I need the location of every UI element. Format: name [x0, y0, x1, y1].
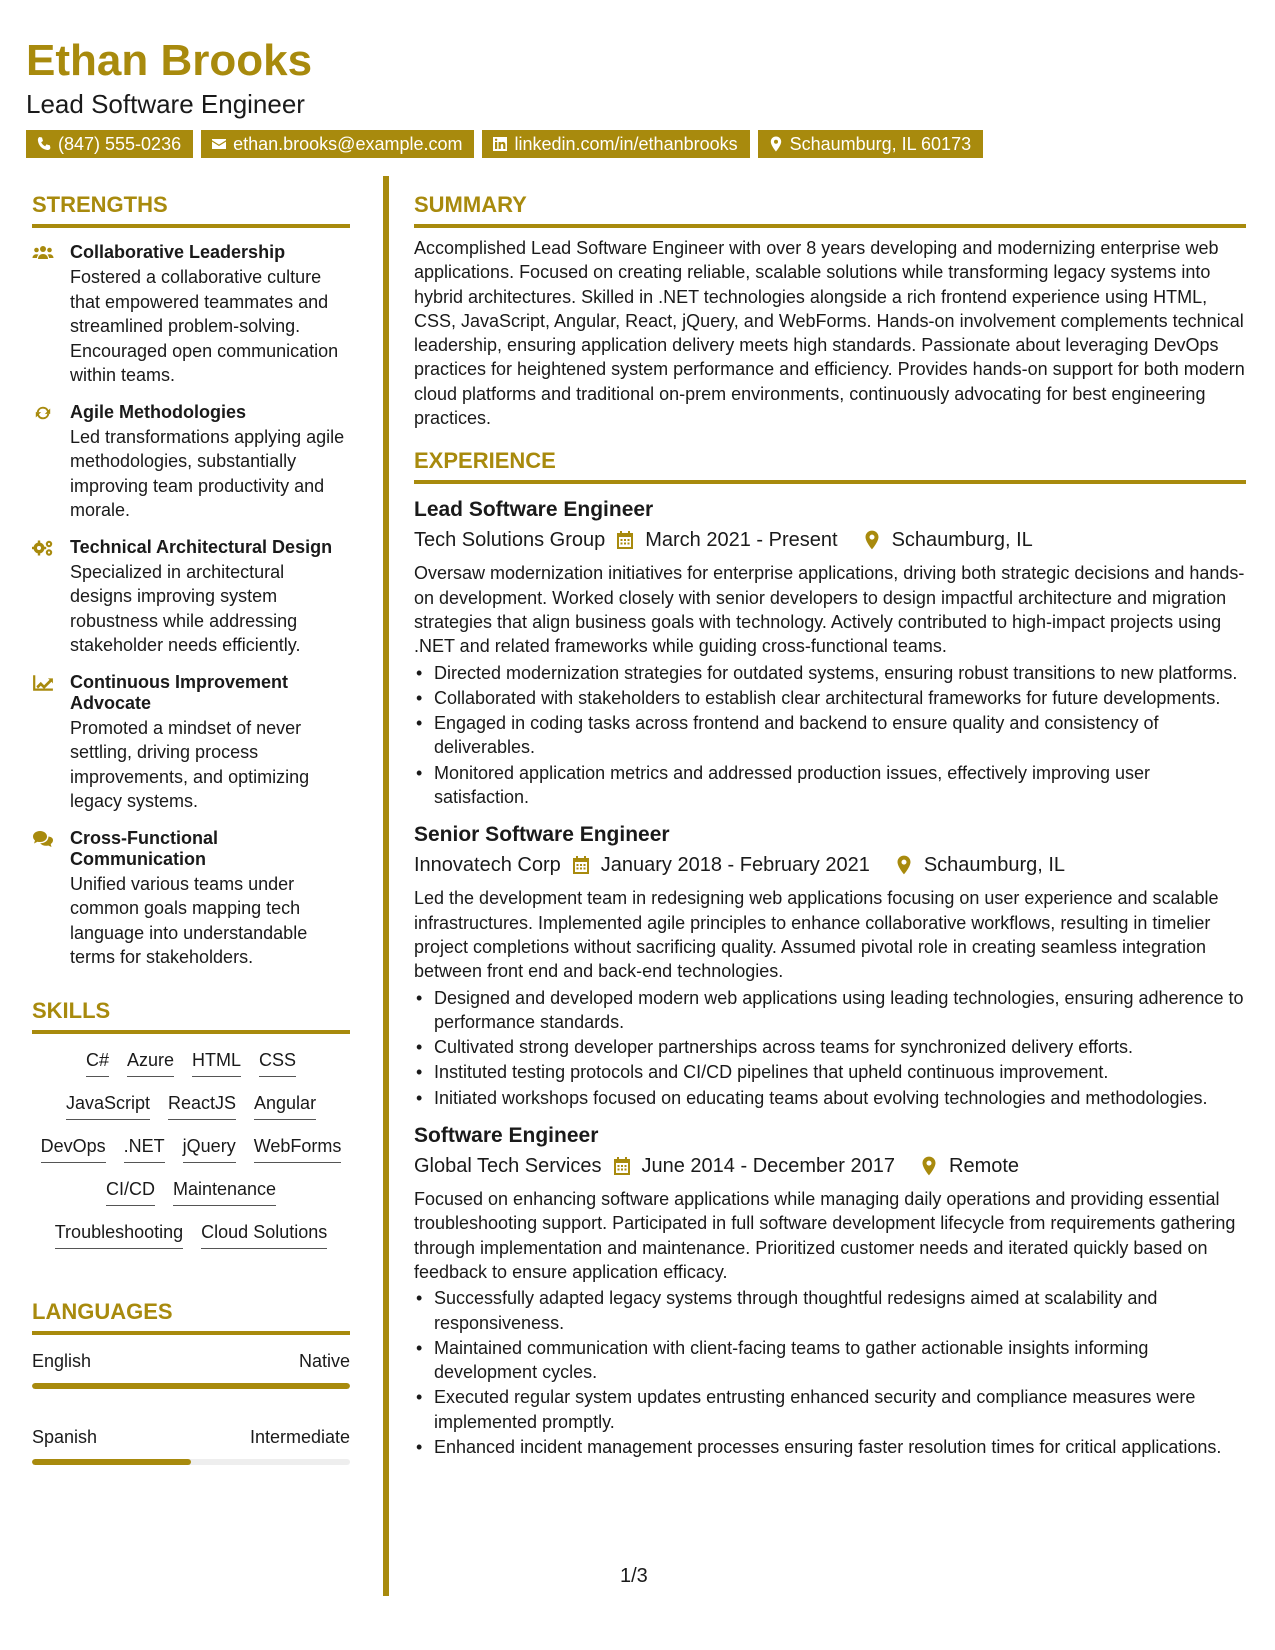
comments-icon — [32, 830, 54, 848]
job-company: Innovatech Corp — [414, 854, 561, 877]
job-description: Focused on enhancing software applications while managing daily operations and providing essential troubleshooting support. Participated in full software development lifecycle from requirements gathering through implementation and maintenance. Prioritized customer needs and iterated quickly based on feedback to ensure application efficacy. — [414, 1189, 1236, 1282]
contact-email[interactable] — [201, 130, 474, 158]
job-bullets — [414, 661, 1246, 810]
language-name: Spanish — [32, 1426, 98, 1447]
skill-tag: JavaScript — [66, 1091, 150, 1120]
language-level-bar — [32, 1459, 350, 1465]
calendar-icon — [571, 855, 591, 875]
calendar-icon — [615, 530, 635, 550]
list-item: • Successfully adapted legacy systems through thoughtful redesigns aimed at scalability and responsiveness. — [414, 1286, 1246, 1335]
contact-bar — [26, 130, 1246, 158]
strength-title: Collaborative Leadership — [70, 242, 286, 262]
contact-location — [758, 130, 983, 158]
list-item: • Enhanced incident management processes ensuring faster resolution times for critical applications. — [414, 1435, 1246, 1459]
job-location: Schaumburg, IL — [891, 529, 1033, 552]
map-marker-icon — [894, 855, 914, 875]
list-item: • Initiated workshops focused on educating teams about evolving technologies and methodologies. — [414, 1086, 1246, 1110]
job-meta — [414, 1151, 1246, 1181]
linkedin-text: linkedin.com/in/ethanbrooks — [514, 134, 738, 154]
job-company: Tech Solutions Group — [414, 529, 606, 552]
candidate-title: Lead Software Engineer — [26, 89, 305, 119]
job-location: Schaumburg, IL — [923, 854, 1066, 877]
map-marker-icon — [862, 530, 882, 550]
location-text: Schaumburg, IL 60173 — [789, 134, 972, 154]
list-item: • Engaged in coding tasks across frontend and backend to ensure quality and consistency of deliverables. — [414, 711, 1246, 760]
candidate-name: Ethan Brooks — [26, 36, 313, 85]
list-item: • Cultivated strong developer partnerships across teams for synchronized delivery efforts. — [414, 1035, 1246, 1059]
left-column — [32, 190, 350, 1465]
strength-item — [32, 242, 350, 388]
job-company: Global Tech Services — [414, 1155, 602, 1178]
skill-tag: CSS — [259, 1048, 296, 1077]
job-title: Lead Software Engineer — [414, 498, 654, 522]
language-level-bar — [32, 1383, 350, 1389]
list-item: • Designed and developed modern web applications using leading technologies, ensuring adherence to performance standards. — [414, 986, 1246, 1035]
language-level: Intermediate — [249, 1426, 350, 1447]
skill-tag: Angular — [254, 1091, 316, 1120]
calendar-icon — [612, 1156, 632, 1176]
summary-heading: SUMMARY — [414, 190, 1246, 228]
skill-tag: .NET — [124, 1134, 165, 1163]
strength-title: Agile Methodologies — [70, 401, 247, 422]
users-icon — [32, 244, 54, 262]
languages-heading: LANGUAGES — [32, 1297, 350, 1335]
skill-tag: C# — [86, 1048, 109, 1077]
language-level-fill — [32, 1383, 350, 1389]
contact-linkedin[interactable] — [482, 130, 749, 158]
job-entry — [414, 821, 1246, 1110]
linkedin-icon — [492, 136, 508, 152]
skill-tag: jQuery — [183, 1134, 236, 1163]
skill-tag: HTML — [192, 1048, 241, 1077]
skill-tag: Cloud Solutions — [201, 1220, 327, 1249]
skills-heading: SKILLS — [32, 996, 350, 1034]
strength-title: Cross-Functional Communication — [70, 827, 219, 869]
job-title: Senior Software Engineer — [414, 823, 670, 847]
resume-header — [26, 36, 1246, 158]
skill-tag: Troubleshooting — [55, 1220, 183, 1249]
job-dates: June 2014 - December 2017 — [641, 1155, 895, 1178]
list-item: • Executed regular system updates entrusting enhanced security and compliance measures were implemented promptly. — [414, 1385, 1246, 1434]
language-item — [32, 1349, 350, 1389]
job-entry — [414, 1122, 1246, 1459]
column-divider — [383, 176, 389, 1596]
skill-tag: ReactJS — [168, 1091, 236, 1120]
skill-tag: Maintenance — [173, 1177, 276, 1206]
job-description: Oversaw modernization initiatives for enterprise applications, driving both strategic decisions and hands-on development. Worked closely with senior developers to design impactful architecture and migration strategies that align business goals with technology. Actively contributed to high-impact projects using .NET and related frameworks while guiding cross-functional teams. — [414, 563, 1245, 657]
job-bullets — [414, 1286, 1246, 1459]
language-level: Native — [298, 1350, 350, 1371]
sync-icon — [32, 404, 54, 422]
list-item: • Maintained communication with client-facing teams to gather actionable insights informing development cycles. — [414, 1336, 1246, 1385]
right-column — [414, 190, 1246, 1459]
phone-text: (847) 555-0236 — [58, 134, 182, 154]
job-meta — [414, 525, 1246, 555]
skill-tag: Azure — [127, 1048, 174, 1077]
list-item: • Monitored application metrics and addressed production issues, effectively improving user satisfaction. — [414, 761, 1246, 810]
language-name: English — [32, 1350, 92, 1371]
strength-desc: Unified various teams under common goals mapping tech language into understandable terms for stakeholders. — [70, 873, 308, 967]
skill-tag: WebForms — [254, 1134, 342, 1163]
job-meta — [414, 850, 1246, 880]
skill-tag: DevOps — [41, 1134, 106, 1163]
job-bullets — [414, 986, 1246, 1110]
strength-item — [32, 828, 350, 970]
job-entry — [414, 496, 1246, 809]
language-item — [32, 1425, 350, 1465]
language-level-fill — [32, 1459, 191, 1465]
list-item: • Collaborated with stakeholders to establish clear architectural frameworks for future developments. — [414, 686, 1246, 710]
list-item: • Directed modernization strategies for outdated systems, ensuring robust transitions to new platforms. — [414, 661, 1246, 685]
strength-desc: Led transformations applying agile methodologies, substantially improving team productivity and morale. — [70, 426, 345, 520]
strength-item — [32, 537, 350, 658]
phone-icon — [36, 136, 52, 152]
skill-tag: CI/CD — [106, 1177, 155, 1206]
strength-desc: Promoted a mindset of never settling, driving process improvements, and optimizing legacy systems. — [70, 717, 310, 811]
map-marker-icon — [768, 136, 784, 152]
strength-item — [32, 672, 350, 814]
job-description: Led the development team in redesigning web applications focusing on user experience and scalable infrastructures. Implemented agile principles to enhance collaborative workflows, resulting in timelier project completions without sacrificing quality. Assumed pivotal role in creating seamless integration between front end and back-end technologies. — [414, 888, 1219, 982]
chart-line-icon — [32, 674, 54, 692]
strengths-heading: STRENGTHS — [32, 190, 350, 228]
strength-desc: Specialized in architectural designs improving system robustness while addressing stakeholder needs efficiently. — [70, 561, 301, 655]
strength-title: Continuous Improvement Advocate — [70, 671, 289, 713]
gears-icon — [32, 539, 54, 557]
job-location: Remote — [949, 1155, 1020, 1178]
strength-desc: Fostered a collaborative culture that empowered teammates and streamlined problem-solving. Encouraged open communication within teams. — [70, 267, 339, 385]
map-marker-icon — [919, 1156, 939, 1176]
job-dates: January 2018 - February 2021 — [600, 854, 870, 877]
experience-heading: EXPERIENCE — [414, 446, 1246, 484]
skills-list — [32, 1048, 350, 1249]
job-title: Software Engineer — [414, 1124, 599, 1148]
contact-phone[interactable] — [26, 130, 193, 158]
summary-text: Accomplished Lead Software Engineer with over 8 years developing and modernizing enterprise web applications. Focused on creating reliable, scalable solutions while transforming legacy systems into hybrid architectures. Skilled in .NET technologies alongside a rich frontend experience using HTML, CSS, JavaScript, Angular, React, jQuery, and WebForms. Hands-on involvement complements technical leadership, ensuring application delivery meets high standards. Passionate about leveraging DevOps practices for heightened system performance and efficiency. Provides hands-on support for both modern cloud platforms and traditional on-prem environments, continuously advocating for best engineering practices. — [414, 238, 1245, 429]
page-number: 1/3 — [620, 1565, 648, 1587]
envelope-icon — [211, 136, 227, 152]
strength-item — [32, 402, 350, 523]
job-dates: March 2021 - Present — [645, 529, 838, 552]
email-text: ethan.brooks@example.com — [233, 134, 463, 154]
list-item: • Instituted testing protocols and CI/CD pipelines that upheld continuous improvement. — [414, 1060, 1246, 1084]
strength-title: Technical Architectural Design — [70, 536, 333, 557]
